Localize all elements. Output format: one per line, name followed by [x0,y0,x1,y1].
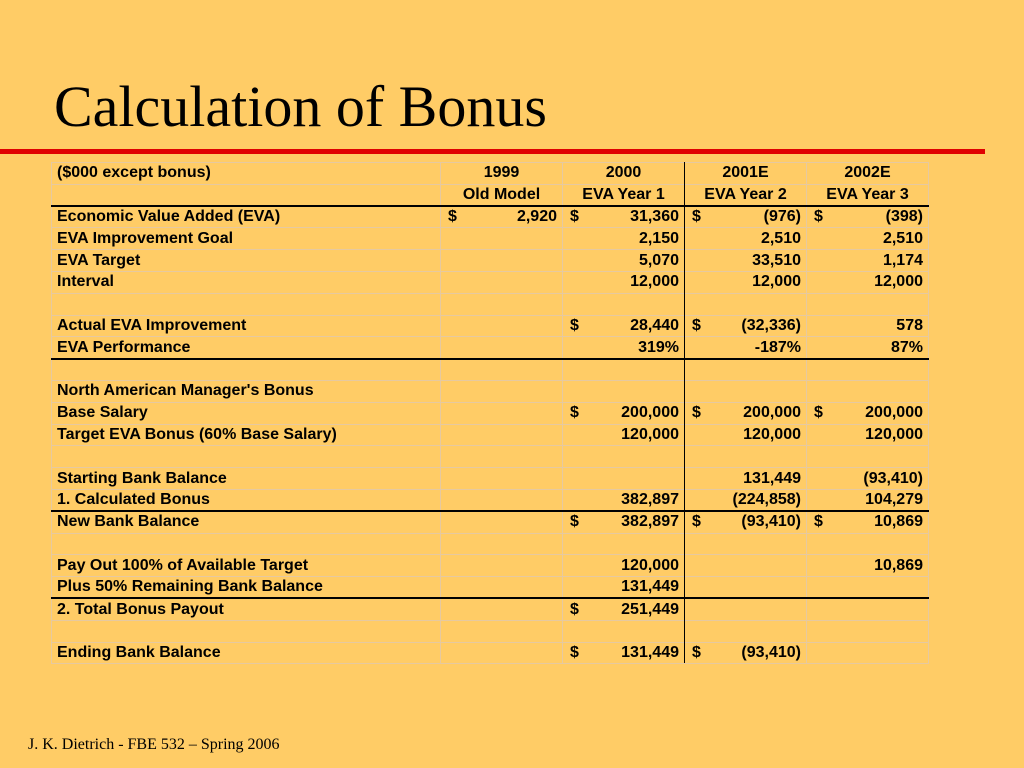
header-year-2000: 2000 [563,163,685,185]
value-cell [807,228,929,250]
cell-value: 200,000 [865,404,923,422]
cell-value: -187% [754,338,801,356]
table-row [52,598,929,620]
value-cell [807,424,929,446]
row-label [52,359,441,381]
currency-symbol: $ [692,316,701,334]
table-row [52,380,929,402]
currency-symbol [568,252,570,270]
cell-value: 200,000 [621,404,679,422]
currency-symbol [812,557,814,575]
currency-symbol [568,339,570,357]
value-cell [441,380,563,402]
value-cell [685,620,807,642]
table-row [52,511,929,533]
value-cell [807,468,929,490]
cell-value: 2,920 [516,208,557,226]
currency-symbol [812,252,814,270]
currency-symbol: $ [814,513,823,531]
value-cell [441,228,563,250]
currency-symbol: $ [692,404,701,422]
cell-value: 5,070 [638,251,679,269]
row-label: Economic Value Added (EVA) [52,206,441,228]
header-eva-year-2: EVA Year 2 [685,184,807,206]
currency-symbol [812,230,814,248]
value-cell [807,315,929,337]
row-label: 1. Calculated Bonus [52,489,441,511]
currency-symbol [568,273,570,291]
value-cell [807,206,929,228]
currency-symbol [812,470,814,488]
value-cell [807,293,929,315]
value-cell [563,468,685,490]
value-cell [563,402,685,424]
cell-value: 2,150 [638,229,679,247]
cell-value: 578 [896,316,923,334]
table-row [52,250,929,272]
currency-symbol [690,230,692,248]
row-label: Ending Bank Balance [52,642,441,664]
table-row [52,228,929,250]
value-cell [685,642,807,664]
currency-symbol: $ [692,513,701,531]
value-cell [807,489,929,511]
cell-value: 200,000 [743,404,801,422]
cell-value: 12,000 [630,273,679,291]
row-label: Starting Bank Balance [52,468,441,490]
value-cell [441,206,563,228]
currency-symbol: $ [692,643,701,661]
row-label [52,446,441,468]
value-cell [441,555,563,577]
table-row [52,206,929,228]
value-cell [563,206,685,228]
cell-value: 87% [890,338,923,356]
bonus-table [51,162,929,664]
value-cell [685,359,807,381]
cell-value: 382,897 [621,491,679,509]
value-cell [807,642,929,664]
header-year-2002e: 2002E [807,163,929,185]
table-row [52,533,929,555]
value-cell [685,402,807,424]
cell-value: 33,510 [752,251,801,269]
currency-symbol: $ [570,404,579,422]
value-cell [441,577,563,599]
value-cell [685,468,807,490]
slide-footer: J. K. Dietrich - FBE 532 – Spring 2006 [28,736,280,753]
value-cell [563,250,685,272]
value-cell [441,468,563,490]
value-cell [685,533,807,555]
currency-symbol [690,252,692,270]
value-cell [685,577,807,599]
cell-value: (93,410) [863,469,923,487]
row-label: 2. Total Bonus Payout [52,598,441,620]
cell-value: (93,410) [741,643,801,661]
value-cell [563,533,685,555]
cell-value: 131,449 [743,469,801,487]
cell-value: 10,869 [874,513,923,531]
currency-symbol: $ [448,208,457,226]
table-row [52,337,929,359]
value-cell [563,380,685,402]
value-cell [563,577,685,599]
currency-symbol: $ [570,643,579,661]
cell-value: 251,449 [621,600,679,618]
cell-value: 131,449 [621,578,679,596]
currency-symbol [812,317,814,335]
table-row [52,271,929,293]
header-row-models [52,184,929,206]
cell-value: (398) [885,208,923,226]
value-cell [563,424,685,446]
table-row [52,359,929,381]
value-cell [807,359,929,381]
cell-value: 382,897 [621,513,679,531]
currency-symbol [690,339,692,357]
cell-value: (976) [763,208,801,226]
header-year-1999: 1999 [441,163,563,185]
cell-value: 319% [638,338,679,356]
cell-value: 120,000 [743,425,801,443]
value-cell [807,555,929,577]
currency-symbol [568,578,570,596]
header-units: ($000 except bonus) [52,163,441,185]
value-cell [441,271,563,293]
cell-value: 1,174 [882,251,923,269]
cell-value: 120,000 [621,425,679,443]
currency-symbol: $ [570,600,579,618]
table-row [52,555,929,577]
currency-symbol [568,557,570,575]
cell-value: 131,449 [621,643,679,661]
value-cell [563,620,685,642]
value-cell [563,315,685,337]
value-cell [685,206,807,228]
value-cell [441,511,563,533]
table-row [52,489,929,511]
value-cell [563,337,685,359]
cell-value: (93,410) [741,513,801,531]
value-cell [441,489,563,511]
header-row-years [52,163,929,185]
value-cell [807,271,929,293]
cell-value: 31,360 [630,208,679,226]
row-label: Base Salary [52,402,441,424]
currency-symbol [690,273,692,291]
value-cell [807,250,929,272]
header-old-model: Old Model [441,184,563,206]
cell-value: (32,336) [741,316,801,334]
header-eva-year-3: EVA Year 3 [807,184,929,206]
table-row [52,402,929,424]
value-cell [563,228,685,250]
value-cell [685,228,807,250]
value-cell [685,598,807,620]
table-row [52,620,929,642]
value-cell [685,489,807,511]
value-cell [685,293,807,315]
value-cell [807,511,929,533]
currency-symbol: $ [692,208,701,226]
row-label [52,533,441,555]
value-cell [685,271,807,293]
currency-symbol [812,273,814,291]
row-label: EVA Improvement Goal [52,228,441,250]
cell-value: 2,510 [882,229,923,247]
value-cell [563,359,685,381]
cell-value: 12,000 [874,273,923,291]
value-cell [685,315,807,337]
title-underline [0,149,985,154]
value-cell [807,533,929,555]
value-cell [563,511,685,533]
currency-symbol: $ [570,208,579,226]
currency-symbol [812,426,814,444]
currency-symbol [812,491,814,509]
value-cell [441,533,563,555]
value-cell [441,250,563,272]
value-cell [685,446,807,468]
row-label: EVA Target [52,250,441,272]
row-label: New Bank Balance [52,511,441,533]
value-cell [563,642,685,664]
value-cell [441,359,563,381]
table-row [52,424,929,446]
cell-value: 28,440 [630,316,679,334]
header-year-2001e: 2001E [685,163,807,185]
currency-symbol: $ [570,513,579,531]
value-cell [685,555,807,577]
value-cell [563,598,685,620]
table-row [52,642,929,664]
row-label [52,620,441,642]
cell-value: 104,279 [865,491,923,509]
value-cell [563,489,685,511]
currency-symbol: $ [570,316,579,334]
value-cell [807,402,929,424]
value-cell [685,424,807,446]
value-cell [441,293,563,315]
currency-symbol [568,230,570,248]
currency-symbol [568,491,570,509]
table-row [52,293,929,315]
currency-symbol [812,339,814,357]
row-label: North American Manager's Bonus [52,380,441,402]
header-eva-year-1: EVA Year 1 [563,184,685,206]
value-cell [441,402,563,424]
table-row [52,577,929,599]
table-row [52,446,929,468]
value-cell [685,250,807,272]
value-cell [685,337,807,359]
value-cell [441,620,563,642]
currency-symbol: $ [814,404,823,422]
table-row [52,468,929,490]
cell-value: 120,000 [865,425,923,443]
value-cell [441,598,563,620]
currency-symbol [690,491,692,509]
value-cell [685,380,807,402]
value-cell [563,271,685,293]
cell-value: 10,869 [874,556,923,574]
value-cell [807,598,929,620]
cell-value: 12,000 [752,273,801,291]
currency-symbol [690,470,692,488]
row-label: EVA Performance [52,337,441,359]
value-cell [807,620,929,642]
row-label: Actual EVA Improvement [52,315,441,337]
row-label: Pay Out 100% of Available Target [52,555,441,577]
value-cell [441,424,563,446]
slide-title: Calculation of Bonus [54,74,547,139]
currency-symbol [568,426,570,444]
cell-value: (224,858) [732,491,801,509]
header-blank [52,184,441,206]
value-cell [807,337,929,359]
currency-symbol: $ [814,208,823,226]
currency-symbol [690,426,692,444]
value-cell [563,446,685,468]
table-row [52,315,929,337]
row-label: Plus 50% Remaining Bank Balance [52,577,441,599]
value-cell [807,380,929,402]
row-label: Interval [52,271,441,293]
value-cell [441,315,563,337]
row-label [52,293,441,315]
value-cell [441,446,563,468]
value-cell [441,337,563,359]
value-cell [807,577,929,599]
value-cell [441,642,563,664]
value-cell [563,555,685,577]
cell-value: 2,510 [760,229,801,247]
value-cell [563,293,685,315]
value-cell [807,446,929,468]
row-label: Target EVA Bonus (60% Base Salary) [52,424,441,446]
value-cell [685,511,807,533]
cell-value: 120,000 [621,556,679,574]
